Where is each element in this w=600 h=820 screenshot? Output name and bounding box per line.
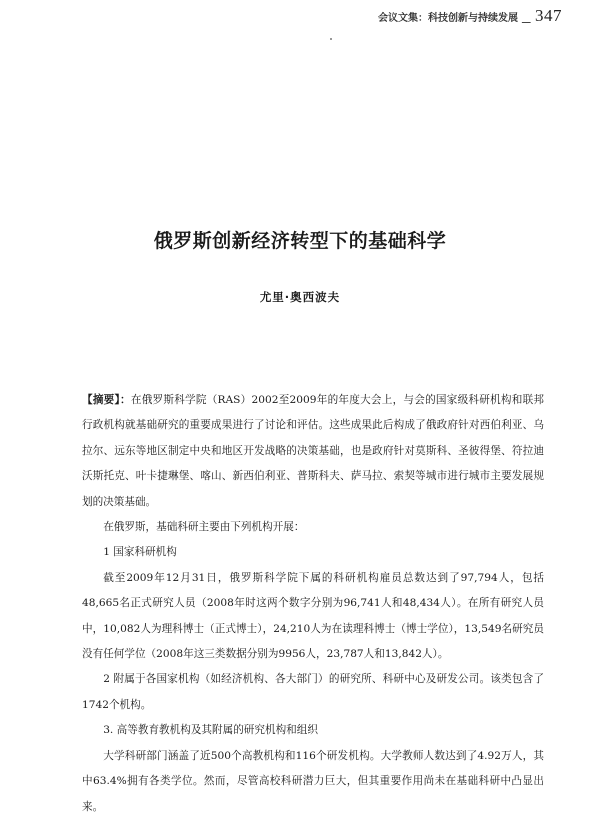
abstract-label: 【摘要】： xyxy=(82,394,131,406)
section-paragraph-3: 大学科研部门涵盖了近500个高教机构和116个研发机构。大学教师人数达到了4.92万人，其中63.4%拥有各类学位。然而，尽管高校科研潜力巨大，但其重要作用尚未在基础科研中凸显出来。 xyxy=(82,749,544,813)
header-separator: _ xyxy=(522,6,531,25)
abstract xyxy=(82,388,544,515)
article-title: 俄罗斯创新经济转型下的基础科学 xyxy=(153,230,447,252)
section-paragraph-2: 2 附属于各国家机构（如经济机构、各大部门）的研究所、科研中心及研发公司。该类包含了1742个机构。 xyxy=(82,673,544,711)
page-number: 347 xyxy=(535,6,562,25)
author-name: 尤里·奥西波夫 xyxy=(259,290,341,304)
section-heading-1: 1 国家科研机构 xyxy=(103,546,177,559)
section-paragraph-1: 截至2009年12月31日，俄罗斯科学院下属的科研机构雇员总数达到了97,794人，包括48,665名正式研究人员（2008年时这两个数字分别为96,741人和48,434人）。在所有研究人员中，10,082人为理科博士（正式博士），24,210人为在读理科博士（博士学位），13,549名研究员没有任何学位（2008年这三类数据分别为9956人，23,787人和13,842人）。 xyxy=(82,571,544,661)
journal-title: 会议文集：科技创新与持续发展 xyxy=(378,13,518,24)
intro-paragraph: 在俄罗斯，基础科研主要由下列机构开展： xyxy=(103,521,305,534)
abstract-text: 在俄罗斯科学院（RAS）2002至2009年的年度大会上，与会的国家级科研机构和联邦行政机构就基础研究的重要成果进行了讨论和评估。这些成果此后构成了俄政府针对西伯利亚、乌拉尔、远东等地区制定中央和地区开发战略的决策基础，也是政府针对莫斯科、圣彼得堡、符拉迪沃斯托克、叶卡捷琳堡、喀山、新西伯利亚、普斯科夫、萨马拉、索契等城市进行城市主要发展规划的决策基础。 xyxy=(82,394,544,508)
section-heading-3: 3. 高等教育教机构及其附属的研究机构和组织 xyxy=(103,724,318,737)
article-body xyxy=(82,388,544,820)
speck-mark xyxy=(330,38,332,40)
running-header xyxy=(378,6,562,26)
